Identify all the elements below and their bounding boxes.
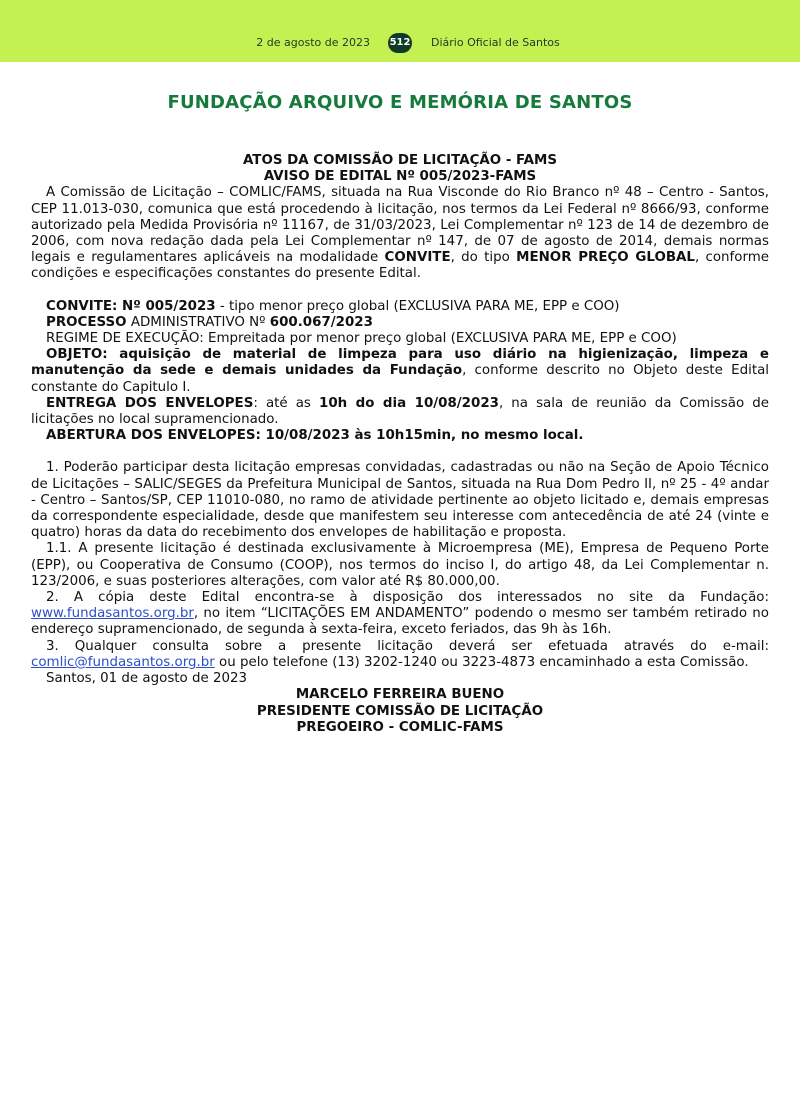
publication-name: Diário Oficial de Santos (431, 36, 560, 49)
abertura-text: ABERTURA DOS ENVELOPES: 10/08/2023 às 10h15min, no mesmo local. (46, 428, 584, 444)
objeto-description: : aquisição de material de limpeza para uso diário na higienização, limpeza e manutenção da sede e demais unidades da Fundação (31, 347, 769, 379)
issue-date: 2 de agosto de 2023 (256, 36, 370, 49)
processo-line (31, 315, 769, 331)
header-bar (0, 0, 800, 62)
item-2 (31, 590, 769, 639)
entrega-paragraph (31, 396, 769, 428)
notice-body (31, 153, 769, 736)
intro-text-b: , do tipo (450, 250, 517, 266)
processo-label: PROCESSO (46, 314, 127, 330)
intro-paragraph (31, 185, 769, 282)
objeto-paragraph (31, 347, 769, 396)
organization-title: FUNDAÇÃO ARQUIVO E MEMÓRIA DE SANTOS (167, 92, 633, 113)
website-link[interactable]: www.fundasantos.org.br (31, 606, 194, 622)
entrega-text-b: , na sala de reunião da Comissão de licitações no local supramencionado. (31, 395, 769, 428)
objeto-text: , conforme descrito no Objeto deste Edital constante do Capitulo I. (31, 363, 769, 395)
entrega-label: ENTREGA DOS ENVELOPES (46, 395, 254, 411)
page-number-badge: 512 (388, 33, 412, 53)
item-3 (31, 639, 769, 671)
item-2-text-b: , no item “LICITAÇÕES EM ANDAMENTO” podendo o mesmo ser também retirado no endereço supramencionado, de segunda à sexta-feira, exceto feriados, das 9h às 16h. (31, 606, 769, 638)
signatory-role-2: PREGOEIRO - COMLIC-FAMS (296, 719, 504, 735)
entrega-text-a: : até as (253, 395, 319, 411)
convite-line (31, 299, 769, 315)
intro-text-a: A Comissão de Licitação – COMLIC/FAMS, situada na Rua Visconde do Rio Branco nº 48 – Centro - Santos, CEP 11.013-030, comunica que está procedendo à licitação, nos termos da Lei Federal nº 8666/93, conforme autorizado pela Medida Provisória nº 11167, de 31/03/2023, Lei Complementar nº 123 de 14 de dezembro de 2006, com nova redação dada pela Lei Complementar nº 147, de 07 de agosto de 2014, demais normas legais e regulamentares aplicáveis na modalidade (31, 185, 769, 266)
convite-label: CONVITE: Nº 005/2023 (46, 298, 216, 314)
item-2-text-a: 2. A cópia deste Edital encontra-se à disposição dos interessados no site da Fundação: (46, 590, 769, 606)
place-date: Santos, 01 de agosto de 2023 (46, 671, 248, 687)
intro-modality: CONVITE (384, 250, 451, 266)
processo-text: ADMINISTRATIVO Nº (126, 314, 270, 330)
item-1-1: 1.1. A presente licitação é destinada exclusivamente à Microempresa (ME), Empresa de Pequeno Porte (EPP), ou Cooperativa de Consumo (COOP), nos termos do inciso I, do artigo 48, da Lei Complementar n. 123/2006, e suas posteriores alterações, com valor até R$ 80.000,00. (31, 541, 769, 589)
intro-text-c: , conforme condições e especificações constantes do presente Edital. (31, 250, 769, 282)
objeto-label: OBJETO (46, 347, 103, 363)
item-1: 1. Poderão participar desta licitação empresas convidadas, cadastradas ou não na Seção de Apoio Técnico de Licitações – SALIC/SEGES da Prefeitura Municipal de Santos, situada na Rua Dom Pedro II, nº 25 - 4º andar - Centro – Santos/SP, CEP 11010-080, no ramo de atividade pertinente ao objeto licitado e, demais empresas da correspondente especialidade, desde que manifestem seu interesse com antecedência de até 24 (vinte e quatro) horas da data do recebimento dos envelopes de habilitação e proposta. (31, 460, 769, 541)
processo-number: 600.067/2023 (269, 314, 373, 330)
email-link[interactable]: comlic@fundasantos.org.br (31, 654, 215, 670)
signatory-name: MARCELO FERREIRA BUENO (295, 687, 505, 703)
item-3-text-a: 3. Qualquer consulta sobre a presente licitação deverá ser efetuada através do e-mail: (46, 638, 769, 654)
intro-type: MENOR PREÇO GLOBAL (516, 250, 695, 266)
convite-text: - tipo menor preço global (EXCLUSIVA PARA ME, EPP e COO) (215, 298, 620, 314)
item-3-text-b: ou pelo telefone (13) 3202-1240 ou 3223-4873 encaminhado a esta Comissão. (214, 654, 749, 670)
abertura-line (31, 428, 769, 444)
signatory-role-1: PRESIDENTE COMISSÃO DE LICITAÇÃO (256, 703, 544, 719)
notice-heading: AVISO DE EDITAL Nº 005/2023-FAMS (263, 169, 537, 185)
entrega-time: 10h do dia 10/08/2023 (319, 395, 499, 411)
regime-line: REGIME DE EXECUÇÃO: Empreitada por menor preço global (EXCLUSIVA PARA ME, EPP e COO) (46, 331, 677, 347)
section-heading: ATOS DA COMISSÃO DE LICITAÇÃO - FAMS (242, 153, 557, 168)
